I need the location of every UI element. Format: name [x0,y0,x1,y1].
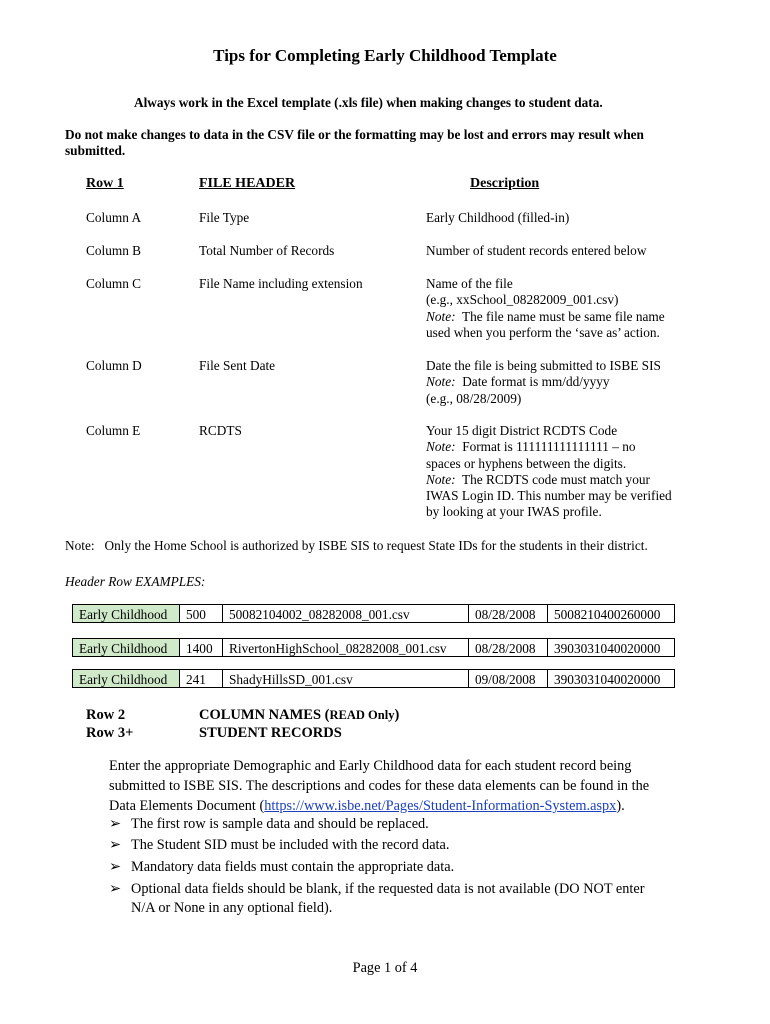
example-row: Early Childhood 241 ShadyHillsSD_001.csv 09/08/2008 3903031040020000 [72,669,675,688]
column-e-desc: Your 15 digit District RCDTS Code Note: Format is 111111111111111 – no spaces or hyphens between the digits. Note: The RCDTS code must match your IWAS Login ID. This number may be verified by looking at your IWAS profile. [426,423,672,520]
column-b-desc: Number of student records entered below [426,243,647,258]
row3-label: Row 3+ [86,725,134,741]
row1-label: Row 1 [86,176,124,191]
column-b-name: Column B [86,243,142,258]
example-row: Early Childhood 1400 RivertonHighSchool_08282008_001.csv 08/28/2008 3903031040020000 [72,638,675,657]
body-paragraph: Enter the appropriate Demographic and Early Childhood data for each student record being submitted to ISBE SIS. The descriptions and codes for these data elements can be found in the Data Elements Document (https://www.isbe.net/Pages/Student-Information-System.aspx). [109,758,650,814]
arrow-bullet-icon: ➢ [109,837,121,853]
intro-excel: Always work in the Excel template (.xls file) when making changes to student data. [134,95,603,110]
column-c-name: Column C [86,276,142,291]
file-header-label: FILE HEADER [199,176,296,191]
column-e-name: Column E [86,423,141,438]
row2-label: Row 2 [86,707,126,723]
list-item-continued: N/A or None in any optional field). [131,900,333,916]
column-names-heading: COLUMN NAMES (READ Only) [199,707,400,723]
examples-label: Header Row EXAMPLES: [65,574,206,589]
list-item: ➢ The Student SID must be included with the record data. [109,837,450,853]
arrow-bullet-icon: ➢ [109,881,121,897]
example-row: Early Childhood 500 50082104002_08282008_001.csv 08/28/2008 5008210400260000 [72,604,675,623]
column-c-desc: Name of the file (e.g., xxSchool_08282009_001.csv) Note: The file name must be same file name used when you perform the ‘save as’ action. [426,276,665,340]
column-a-desc: Early Childhood (filled-in) [426,210,570,225]
column-a-field: File Type [199,210,250,225]
home-school-note: Note: Only the Home School is authorized by ISBE SIS to request State IDs for the students in their district. [65,538,648,553]
intro-csv-warning: Do not make changes to data in the CSV file or the formatting may be lost and errors may result when submitted. [65,127,644,158]
column-d-field: File Sent Date [199,358,276,373]
list-item: ➢ Mandatory data fields must contain the appropriate data. [109,859,455,875]
description-label: Description [470,176,540,191]
column-d-desc: Date the file is being submitted to ISBE SIS Note: Date format is mm/dd/yyyy (e.g., 08/28/2009) [426,358,661,406]
column-e-field: RCDTS [199,423,242,438]
arrow-bullet-icon: ➢ [109,816,121,832]
page-title: Tips for Completing Early Childhood Template [213,46,557,65]
data-elements-link[interactable]: https://www.isbe.net/Pages/Student-Information-System.aspx [264,798,617,814]
column-c-field: File Name including extension [199,276,363,291]
arrow-bullet-icon: ➢ [109,859,121,875]
column-b-field: Total Number of Records [199,243,335,258]
list-item: ➢ The first row is sample data and should be replaced. [109,816,429,832]
column-d-name: Column D [86,358,142,373]
list-item: ➢ Optional data fields should be blank, if the requested data is not available (DO NOT enter [109,881,645,897]
page-number: Page 1 of 4 [352,960,418,976]
student-records-heading: STUDENT RECORDS [199,725,342,741]
column-a-name: Column A [86,210,142,225]
